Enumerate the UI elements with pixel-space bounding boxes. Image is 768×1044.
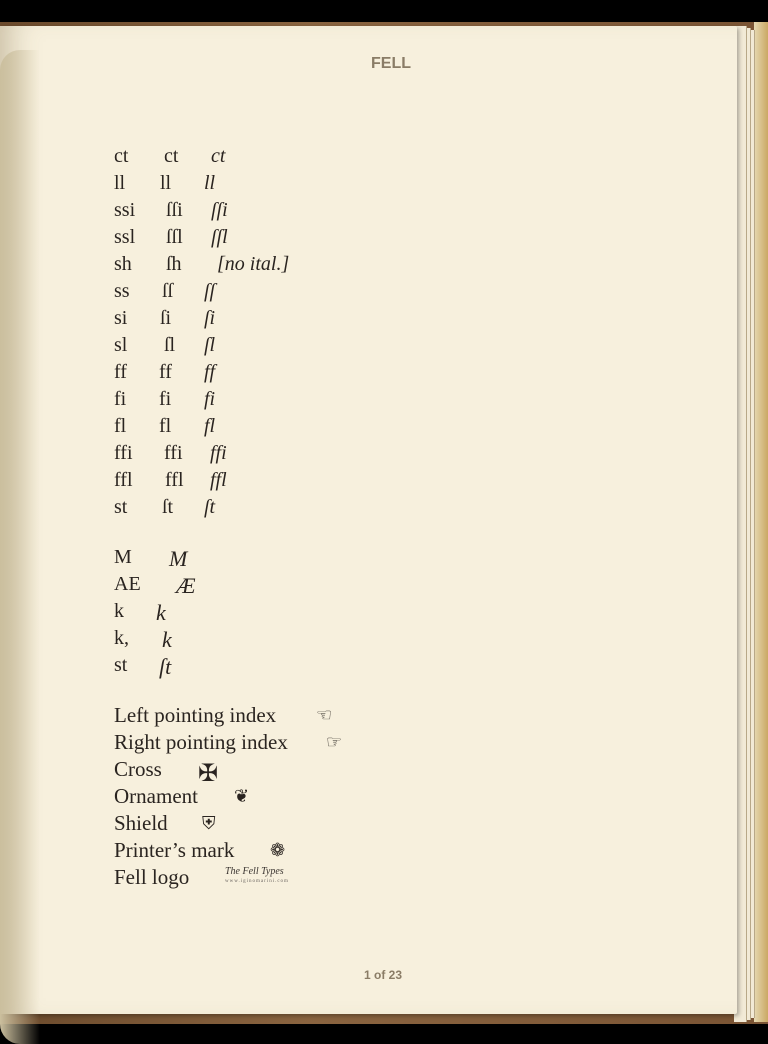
top-bar (0, 0, 768, 22)
ornament-row (114, 730, 343, 755)
ligature-roman: fl (159, 415, 172, 437)
page-curl[interactable] (0, 50, 40, 1044)
ligature-plain: ssl (114, 226, 136, 248)
swash-plain: st (114, 654, 128, 676)
ligature-plain: si (114, 307, 128, 329)
ligature-plain: ffl (114, 469, 133, 491)
ligature-plain: ll (114, 172, 126, 194)
book-title: FELL (371, 55, 411, 72)
ligature-italic: ſſi (211, 199, 228, 221)
ligature-plain: st (114, 496, 128, 518)
ligature-roman: ſſi (166, 199, 183, 221)
ligature-italic: ſt (204, 496, 216, 518)
ornament-label: Cross (114, 757, 162, 781)
ornament-row (114, 757, 219, 787)
swash-italic: Æ (176, 573, 196, 598)
ligature-italic: ſſl (211, 226, 228, 248)
ligature-italic: ffi (210, 442, 227, 464)
page-indicator: 1 of 23 (363, 968, 402, 982)
ligature-roman: ff (159, 361, 172, 383)
ligature-plain: fi (114, 388, 127, 410)
ligature-plain: ss (114, 280, 130, 302)
ornament-label: Left pointing index (114, 703, 277, 727)
printers-mark-icon: ❁ (270, 840, 286, 860)
swash-italic: M (169, 546, 188, 571)
ligature-plain: ssi (114, 199, 136, 221)
ligature-plain: ffi (114, 442, 133, 464)
ligature-italic: ſſ (204, 280, 216, 302)
ornament-label: Right pointing index (114, 730, 288, 754)
page-edges (754, 22, 768, 1022)
ligature-roman: ſh (166, 253, 182, 275)
ornament-label: Printer’s mark (114, 838, 235, 862)
ligature-roman: ſſl (166, 226, 183, 248)
ornament-icon: ❦ (234, 786, 250, 806)
fell-logo-url: www.iginomarini.com (225, 879, 289, 884)
ligature-italic: ff (204, 361, 216, 383)
ligature-roman: ſl (164, 334, 176, 356)
book-page[interactable] (0, 26, 737, 1014)
swash-italic: k (156, 600, 166, 625)
ornament-label: Shield (114, 811, 168, 835)
ornament-row (114, 838, 286, 863)
ornament-row (114, 811, 216, 836)
ornament-label: Fell logo (114, 865, 190, 889)
ligature-italic: ffl (210, 469, 227, 491)
ligature-roman: fi (159, 388, 172, 410)
ligature-plain: ff (114, 361, 127, 383)
ligature-roman: ct (164, 145, 179, 167)
swash-italic: ſt (159, 654, 172, 679)
swash-italic: k (162, 627, 172, 652)
swash-plain: k, (114, 627, 129, 649)
ornament-row (114, 784, 250, 809)
swash-plain: AE (114, 573, 141, 595)
ligature-italic: ſi (204, 307, 216, 329)
ligature-italic: ſl (204, 334, 216, 356)
swash-plain: M (114, 546, 132, 568)
ornament-row (114, 865, 289, 890)
ligature-roman: ſſ (162, 280, 174, 302)
ornament-label: Ornament (114, 784, 198, 808)
left-pointing-index-icon: ☜ (316, 705, 333, 725)
swash-plain: k (114, 600, 124, 622)
ornament-row (114, 703, 333, 728)
right-pointing-index-icon: ☞ (326, 732, 343, 752)
ligature-roman: ſt (162, 496, 174, 518)
ligature-plain: ct (114, 145, 129, 167)
ligature-italic: fl (204, 415, 216, 437)
shield-icon: ⛨ (202, 813, 216, 833)
ligature-plain: sh (114, 253, 132, 275)
fell-logo-title: The Fell Types (225, 866, 284, 877)
ligature-roman: ffl (165, 469, 184, 491)
ligature-roman: ffi (164, 442, 183, 464)
ligature-italic: ct (211, 145, 226, 167)
ligature-roman: ſi (160, 307, 172, 329)
ligature-plain: sl (114, 334, 128, 356)
cross-icon: ✠ (198, 761, 219, 787)
ligature-italic: [no ital.] (217, 253, 290, 275)
ligature-italic: fi (204, 388, 216, 410)
ligature-plain: fl (114, 415, 127, 437)
ligature-roman: ll (160, 172, 172, 194)
ligature-italic: ll (204, 172, 216, 194)
